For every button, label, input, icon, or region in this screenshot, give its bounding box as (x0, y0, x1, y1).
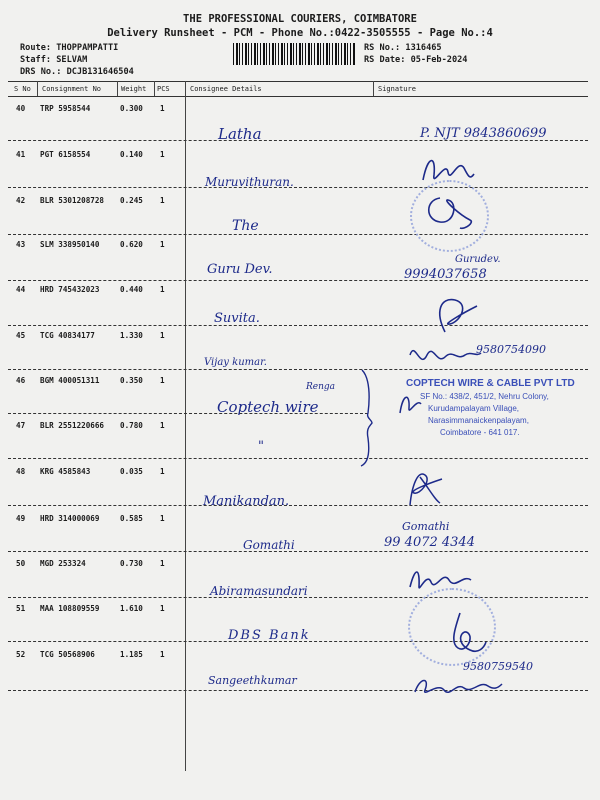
row-weight: 0.730 (120, 559, 143, 568)
row-separator (8, 505, 588, 506)
stamp-address: Coimbatore - 641 017. (440, 428, 520, 437)
signature-scribble (440, 608, 490, 658)
signature-scribble (410, 672, 505, 702)
handwritten-name: DBS Bank (228, 628, 311, 643)
row-pcs: 1 (160, 285, 165, 294)
row-weight: 0.780 (120, 421, 143, 430)
brace-mark (358, 368, 374, 468)
row-consignment: BGM 400051311 (40, 376, 100, 385)
handwritten-name: Sangeethkumar (208, 674, 297, 687)
signature-scribble (418, 150, 478, 190)
header-pcs: PCS (157, 85, 170, 93)
handwritten-name: Manikandan. (203, 494, 290, 509)
row-pcs: 1 (160, 650, 165, 659)
table-header-rule (8, 96, 588, 97)
col-divider (117, 81, 118, 96)
row-sno: 43 (16, 240, 26, 249)
row-separator (8, 551, 588, 552)
row-sno: 51 (16, 604, 26, 613)
row-pcs: 1 (160, 376, 165, 385)
handwritten-phone: 99 4072 4344 (384, 535, 475, 550)
row-weight: 0.245 (120, 196, 143, 205)
row-pcs: 1 (160, 331, 165, 340)
handwritten-phone: 9994037658 (404, 267, 487, 282)
row-weight: 0.140 (120, 150, 143, 159)
handwritten-name: Muruvithuran. (205, 175, 294, 189)
stamp-address: Kurudampalayam Village, (428, 404, 520, 413)
stamp-address: SF No.: 438/2, 451/2, Nehru Colony, (420, 392, 549, 401)
row-consignment: KRG 4585843 (40, 467, 91, 476)
row-consignment: TCG 50568906 (40, 650, 95, 659)
row-separator (8, 234, 588, 235)
col-divider (37, 81, 38, 96)
stamp-address: Narasimmanaickenpalayam, (428, 416, 529, 425)
row-pcs: 1 (160, 604, 165, 613)
handwritten-signature-text: Gurudev. (455, 254, 501, 265)
company-title: THE PROFESSIONAL COURIERS, COIMBATORE (183, 13, 417, 25)
row-sno: 40 (16, 104, 26, 113)
row-weight: 1.610 (120, 604, 143, 613)
row-consignment: MAA 108809559 (40, 604, 100, 613)
signature-scribble (420, 190, 480, 235)
col-divider (373, 81, 374, 96)
header-weight: Weight (121, 85, 147, 93)
row-weight: 0.620 (120, 240, 143, 249)
handwritten-ditto: " (258, 439, 264, 454)
row-sno: 48 (16, 467, 26, 476)
row-sno: 50 (16, 559, 26, 568)
signature-scribble (400, 465, 450, 510)
handwritten-note: Renga (306, 382, 336, 392)
row-separator (8, 187, 588, 188)
row-separator (8, 325, 588, 326)
col-divider (154, 81, 155, 96)
drs-number: DRS No.: DCJB131646504 (20, 67, 134, 77)
row-weight: 1.185 (120, 650, 143, 659)
header-signature: Signature (378, 85, 416, 93)
handwritten-name: Vijay kumar. (204, 357, 267, 368)
handwritten-name: The (232, 218, 259, 234)
handwritten-name: Gomathi (243, 538, 295, 552)
row-pcs: 1 (160, 104, 165, 113)
row-consignment: PGT 6158554 (40, 150, 91, 159)
sheet-title: Delivery Runsheet - PCM - Phone No.:0422-3505555 - Page No.:4 (107, 27, 493, 39)
handwritten-signature-text: Gomathi (402, 520, 450, 533)
row-pcs: 1 (160, 421, 165, 430)
handwritten-phone: 9580759540 (463, 660, 533, 673)
header-consignee: Consignee Details (190, 85, 262, 93)
row-consignment: HRD 745432023 (40, 285, 100, 294)
row-consignment: BLR 5301208728 (40, 196, 105, 205)
row-sno: 45 (16, 331, 26, 340)
header-sno: S No (14, 85, 31, 93)
row-pcs: 1 (160, 150, 165, 159)
row-weight: 0.350 (120, 376, 143, 385)
row-sno: 42 (16, 196, 26, 205)
header-consignment: Consignment No (42, 85, 102, 93)
row-pcs: 1 (160, 559, 165, 568)
row-consignment: BLR 2551220666 (40, 421, 105, 430)
row-pcs: 1 (160, 467, 165, 476)
route-label: Route: THOPPAMPATTI (20, 43, 119, 53)
rs-date: RS Date: 05-Feb-2024 (364, 55, 468, 65)
row-consignment: TRP 5958544 (40, 104, 91, 113)
row-sno: 52 (16, 650, 26, 659)
row-separator (8, 369, 588, 370)
row-sno: 44 (16, 285, 26, 294)
row-consignment: SLM 338950140 (40, 240, 100, 249)
rs-number: RS No.: 1316465 (364, 43, 442, 53)
row-weight: 1.330 (120, 331, 143, 340)
row-weight: 0.035 (120, 467, 143, 476)
table-top-rule (8, 81, 588, 82)
row-weight: 0.440 (120, 285, 143, 294)
handwritten-name: Coptech wire (217, 398, 319, 416)
row-separator (8, 280, 588, 281)
handwritten-name: Latha (218, 125, 262, 143)
barcode (233, 43, 356, 65)
row-consignment: HRD 314000069 (40, 514, 100, 523)
col-divider-details (185, 81, 186, 771)
signature-scribble (405, 562, 475, 597)
row-separator (8, 458, 588, 459)
row-sno: 41 (16, 150, 26, 159)
handwritten-name: Suvita. (214, 311, 260, 326)
row-consignment: MGD 253324 (40, 559, 86, 568)
handwritten-phone: P. NJT 9843860699 (420, 126, 547, 141)
row-weight: 0.300 (120, 104, 143, 113)
row-consignment: TCG 40834177 (40, 331, 95, 340)
handwritten-name: Abiramasundari (210, 584, 308, 598)
stamp-company: COPTECH WIRE & CABLE PVT LTD (406, 378, 575, 389)
staff-label: Staff: SELVAM (20, 55, 88, 65)
row-sno: 47 (16, 421, 26, 430)
row-sno: 46 (16, 376, 26, 385)
row-pcs: 1 (160, 240, 165, 249)
signature-scribble (405, 335, 485, 375)
row-pcs: 1 (160, 196, 165, 205)
handwritten-name: Guru Dev. (207, 262, 273, 277)
row-sno: 49 (16, 514, 26, 523)
row-pcs: 1 (160, 514, 165, 523)
signature-scribble (415, 292, 485, 337)
handwritten-phone: 9580754090 (476, 343, 546, 356)
row-weight: 0.585 (120, 514, 143, 523)
